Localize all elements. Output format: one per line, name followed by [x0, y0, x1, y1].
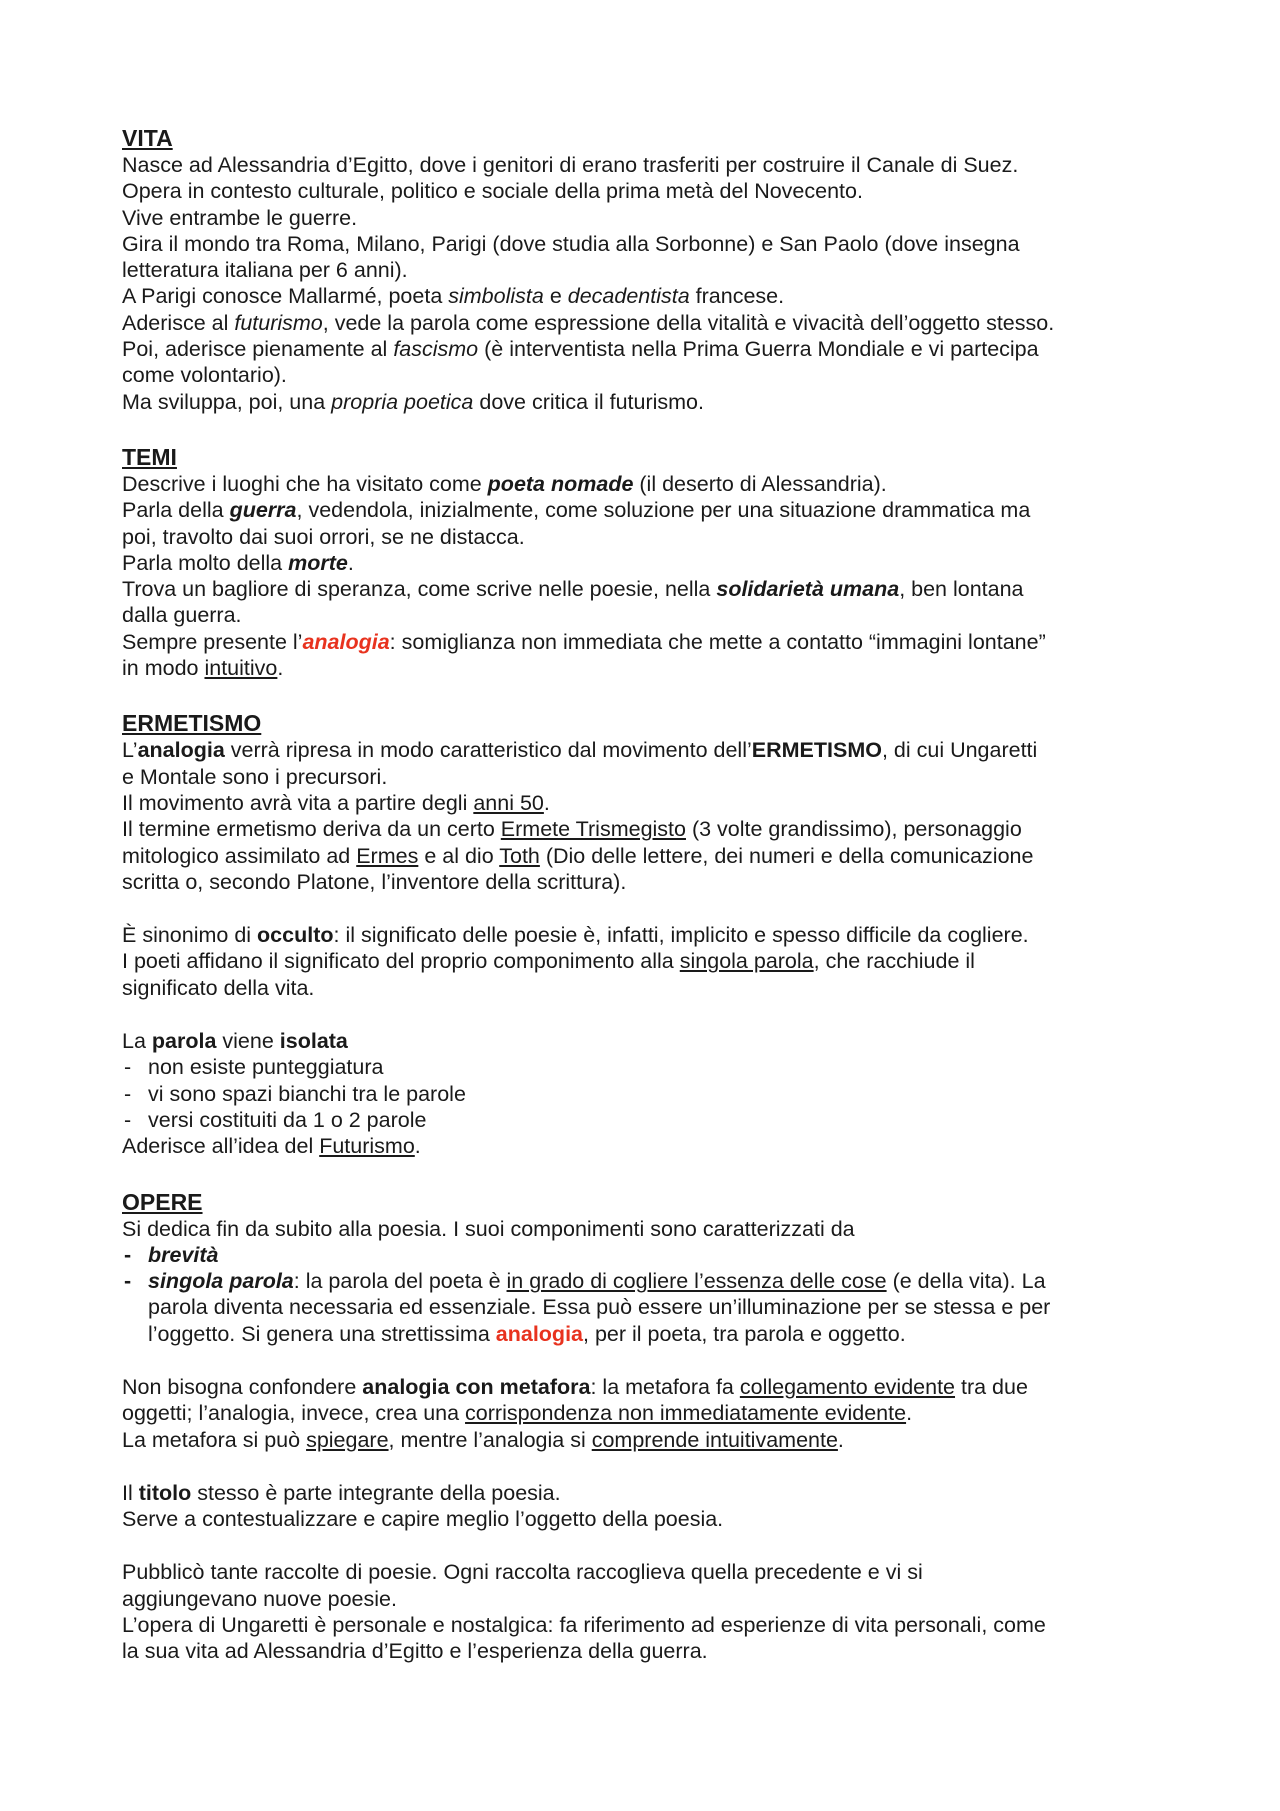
list-item: - singola parola: la parola del poeta è in grado di cogliere l’essenza delle cose (e della vita). La parola diventa necessaria ed essenziale. Essa può essere un’illuminazione per se stessa e per l’oggetto. Si genera una strettissima analogia, per il poeta, tra parola e oggetto. [122, 1268, 1182, 1347]
text-line: la sua vita ad Alessandria d’Egitto e l’esperienza della guerra. [122, 1639, 708, 1664]
italic-term: futurismo [234, 310, 323, 335]
text-line: Pubblicò tante raccolte di poesie. Ogni raccolta raccoglieva quella precedente e vi si [122, 1560, 923, 1585]
text-line: I poeti affidano il significato del proprio componimento alla singola parola, che racchiude il [122, 949, 975, 974]
text-line: Poi, aderisce pienamente al fascismo (è interventista nella Prima Guerra Mondiale e vi partecipa [122, 337, 1039, 362]
text-line: Serve a contestualizzare e capire meglio l’oggetto della poesia. [122, 1507, 724, 1532]
text-line: oggetti; l’analogia, invece, crea una corrispondenza non immediatamente evidente. [122, 1401, 913, 1426]
text-line: Descrive i luoghi che ha visitato come poeta nomade (il deserto di Alessandria). [122, 471, 887, 496]
text-line: aggiungevano nuove poesie. [122, 1586, 397, 1611]
section-vita [122, 124, 1182, 415]
document-page [122, 124, 1182, 1665]
italic-term: decadentista [567, 284, 690, 309]
section-opere [122, 1188, 1182, 1665]
text-line: La metafora si può spiegare, mentre l’analogia si comprende intuitivamente. [122, 1427, 844, 1452]
list-item: - non esiste punteggiatura [122, 1054, 1182, 1080]
highlight-term-analogia: analogia [495, 1321, 583, 1346]
text-line: Parla molto della morte. [122, 550, 354, 575]
text-line: Nasce ad Alessandria d’Egitto, dove i genitori di erano trasferiti per costruire il Canale di Suez. [122, 153, 1019, 177]
text-line: La parola viene isolata [122, 1029, 348, 1054]
list-item: - versi costituiti da 1 o 2 parole [122, 1107, 1182, 1133]
list-item: - vi sono spazi bianchi tra le parole [122, 1081, 1182, 1107]
text-line: mitologico assimilato ad Ermes e al dio Toth (Dio delle lettere, dei numeri e della comunicazione [122, 843, 1034, 868]
text-line: poi, travolto dai suoi orrori, se ne distacca. [122, 524, 525, 549]
text-line: Gira il mondo tra Roma, Milano, Parigi (dove studia alla Sorbonne) e San Paolo (dove insegna [122, 231, 1020, 256]
section-heading-opere: OPERE [122, 1188, 203, 1215]
italic-term: simbolista [448, 284, 544, 309]
text-line: significato della vita. [122, 975, 315, 1000]
text-line: come volontario). [122, 363, 287, 388]
text-line: in modo intuitivo. [122, 656, 284, 681]
section-heading-temi: TEMI [122, 443, 177, 470]
text-line: Aderisce all’idea del Futurismo. [122, 1134, 421, 1159]
text-line: e Montale sono i precursori. [122, 764, 388, 789]
text-line: Opera in contesto culturale, politico e sociale della prima metà del Novecento. [122, 179, 863, 204]
text-line: Il termine ermetismo deriva da un certo Ermete Trismegisto (3 volte grandissimo), personaggio [122, 817, 1022, 842]
bold-italic-term: poeta nomade [487, 471, 634, 496]
text-line: Trova un bagliore di speranza, come scrive nelle poesie, nella solidarietà umana, ben lontana [122, 577, 1024, 602]
text-line: Parla della guerra, vedendola, inizialmente, come soluzione per una situazione drammatica ma [122, 498, 1031, 523]
bold-italic-term: solidarietà umana [716, 577, 900, 602]
text-line: Sempre presente l’analogia: somiglianza non immediata che mette a contatto “immagini lontane” [122, 629, 1046, 654]
bold-italic-term: morte [288, 550, 348, 575]
bold-italic-term: guerra [229, 498, 297, 523]
text-line: È sinonimo di occulto: il significato delle poesie è, infatti, implicito e spesso difficile da cogliere. [122, 923, 1029, 948]
text-line: Non bisogna confondere analogia con metafora: la metafora fa collegamento evidente tra due [122, 1374, 1028, 1399]
text-line: Vive entrambe le guerre. [122, 205, 358, 230]
text-line: L’opera di Ungaretti è personale e nostalgica: fa riferimento ad esperienze di vita personali, come [122, 1613, 1046, 1638]
text-line: L’analogia verrà ripresa in modo caratteristico dal movimento dell’ERMETISMO, di cui Ungaretti [122, 738, 1038, 763]
section-ermetismo [122, 709, 1182, 1159]
text-line: scritta o, secondo Platone, l’inventore della scrittura). [122, 869, 627, 894]
underlined-term: intuitivo [204, 656, 278, 681]
section-temi [122, 443, 1182, 681]
italic-term: fascismo [393, 337, 479, 362]
section-heading-vita: VITA [122, 125, 173, 151]
text-line: Ma sviluppa, poi, una propria poetica dove critica il futurismo. [122, 389, 704, 414]
list-item: - brevità [122, 1242, 1182, 1268]
highlight-term-analogia: analogia [302, 629, 390, 654]
italic-term: propria poetica [331, 389, 474, 414]
text-line: Il movimento avrà vita a partire degli anni 50. [122, 790, 550, 815]
section-heading-ermetismo: ERMETISMO [122, 710, 262, 737]
text-line: Si dedica fin da subito alla poesia. I suoi componimenti sono caratterizzati da [122, 1216, 855, 1241]
text-line: letteratura italiana per 6 anni). [122, 258, 408, 283]
text-line: A Parigi conosce Mallarmé, poeta simbolista e decadentista francese. [122, 284, 785, 309]
text-line: dalla guerra. [122, 603, 242, 628]
text-line: Il titolo stesso è parte integrante della poesia. [122, 1480, 561, 1505]
text-line: Aderisce al futurismo, vede la parola come espressione della vitalità e vivacità dell’oggetto stesso. [122, 310, 1055, 335]
